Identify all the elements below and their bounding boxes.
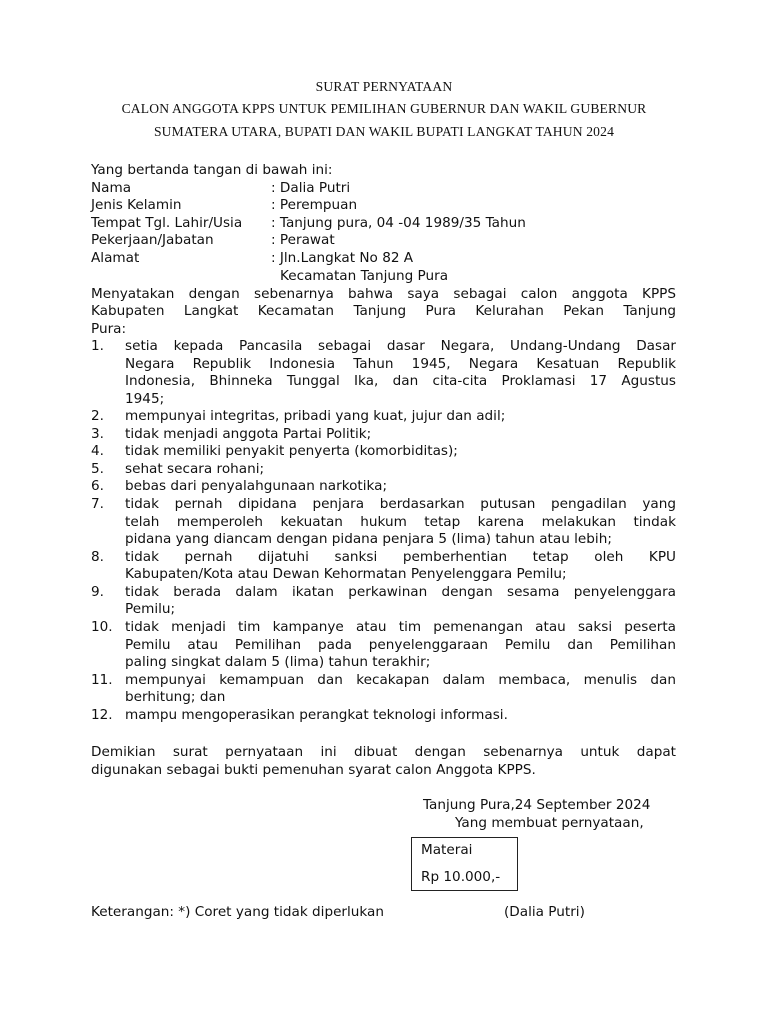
list-number: 6. bbox=[91, 478, 104, 494]
list-number: 10. bbox=[91, 619, 113, 635]
list-number: 4. bbox=[91, 443, 104, 459]
list-item-line: pidana yang diancam dengan pidana penjara 5 (lima) tahun atau lebih; bbox=[125, 531, 612, 547]
list-item-line: Pemilu; bbox=[125, 601, 176, 617]
list-item-line: sehat secara rohani; bbox=[125, 461, 265, 477]
list-number: 11. bbox=[91, 672, 113, 688]
list-item-line: Indonesia, Bhinneka Tunggal Ika, dan cita-cita Proklamasi 17 Agustus bbox=[125, 373, 676, 389]
list-item-line: mampu mengoperasikan perangkat teknologi informasi. bbox=[125, 707, 508, 723]
letter-title: SURAT PERNYATAAN bbox=[315, 79, 453, 94]
letter-subtitle-line-1: CALON ANGGOTA KPPS UNTUK PEMILIHAN GUBERNUR DAN WAKIL GUBERNUR bbox=[121, 101, 647, 116]
statement-line: Kabupaten Langkat Kecamatan Tanjung Pura Kelurahan Pekan Tanjung bbox=[91, 303, 676, 319]
list-item-line: tidak berada dalam ikatan perkawinan dengan sesama penyelenggara bbox=[125, 584, 676, 600]
field-value-address: : Jln.Langkat No 82 A bbox=[271, 250, 414, 266]
materai-label: Materai bbox=[421, 842, 473, 858]
field-value-address-line-2: Kecamatan Tanjung Pura bbox=[280, 268, 449, 284]
list-item-line: paling singkat dalam 5 (lima) tahun terakhir; bbox=[125, 654, 431, 670]
list-item-line: tidak pernah dipidana penjara berdasarkan putusan pengadilan yang bbox=[125, 496, 676, 512]
list-item-line: bebas dari penyalahgunaan narkotika; bbox=[125, 478, 388, 494]
list-item-line: mempunyai integritas, pribadi yang kuat, jujur dan adil; bbox=[125, 408, 506, 424]
field-value-gender: : Perempuan bbox=[271, 197, 358, 213]
statement-line: Pura: bbox=[91, 321, 127, 337]
list-item-line: Pemilu atau Pemilihan pada penyelenggaraan Pemilu dan Pemilihan bbox=[125, 637, 676, 653]
field-label-name: Nama bbox=[91, 180, 132, 196]
list-number: 5. bbox=[91, 461, 104, 477]
note-text: Keterangan: *) Coret yang tidak diperlukan bbox=[91, 904, 384, 920]
list-item-line: mempunyai kemampuan dan kecakapan dalam membaca, menulis dan bbox=[125, 672, 676, 688]
list-number: 7. bbox=[91, 496, 104, 512]
materai-amount: Rp 10.000,- bbox=[421, 869, 501, 885]
list-number: 12. bbox=[91, 707, 113, 723]
closing-line: digunakan sebagai bukti pemenuhan syarat calon Anggota KPPS. bbox=[91, 762, 536, 778]
field-value-birth: : Tanjung pura, 04 -04 1989/35 Tahun bbox=[271, 215, 526, 231]
list-item-line: tidak memiliki penyakit penyerta (komorbiditas); bbox=[125, 443, 458, 459]
intro-text: Yang bertanda tangan di bawah ini: bbox=[91, 162, 333, 178]
field-label-address: Alamat bbox=[91, 250, 140, 266]
field-value-name: : Dalia Putri bbox=[271, 180, 351, 196]
signer-name: (Dalia Putri) bbox=[504, 904, 585, 920]
list-item-line: Negara Republik Indonesia Tahun 1945, Negara Kesatuan Republik bbox=[125, 356, 676, 372]
statement-line: Menyatakan dengan sebenarnya bahwa saya sebagai calon anggota KPPS bbox=[91, 286, 676, 302]
list-item-line: 1945; bbox=[125, 391, 165, 407]
list-number: 1. bbox=[91, 338, 104, 354]
letter-subtitle-line-2: SUMATERA UTARA, BUPATI DAN WAKIL BUPATI LANGKAT TAHUN 2024 bbox=[153, 124, 615, 139]
list-item-line: setia kepada Pancasila sebagai dasar Negara, Undang-Undang Dasar bbox=[125, 338, 676, 354]
maker-label: Yang membuat pernyataan, bbox=[455, 815, 644, 831]
list-item-line: tidak pernah dijatuhi sanksi pemberhentian tetap oleh KPU bbox=[125, 549, 676, 565]
list-number: 2. bbox=[91, 408, 104, 424]
list-number: 8. bbox=[91, 549, 104, 565]
list-item-line: tidak menjadi tim kampanye atau tim pemenangan atau saksi peserta bbox=[125, 619, 676, 635]
place-date: Tanjung Pura,24 September 2024 bbox=[423, 797, 651, 813]
field-label-occupation: Pekerjaan/Jabatan bbox=[91, 232, 214, 248]
list-item-line: berhitung; dan bbox=[125, 689, 226, 705]
field-label-gender: Jenis Kelamin bbox=[91, 197, 182, 213]
list-item-line: Kabupaten/Kota atau Dewan Kehormatan Penyelenggara Pemilu; bbox=[125, 566, 567, 582]
list-item-line: tidak menjadi anggota Partai Politik; bbox=[125, 426, 372, 442]
list-number: 3. bbox=[91, 426, 104, 442]
field-value-occupation: : Perawat bbox=[271, 232, 335, 248]
list-number: 9. bbox=[91, 584, 104, 600]
field-label-birth: Tempat Tgl. Lahir/Usia bbox=[91, 215, 243, 231]
list-item-line: telah memperoleh kekuatan hukum tetap karena melakukan tindak bbox=[125, 514, 676, 530]
closing-line: Demikian surat pernyataan ini dibuat dengan sebenarnya untuk dapat bbox=[91, 744, 676, 760]
